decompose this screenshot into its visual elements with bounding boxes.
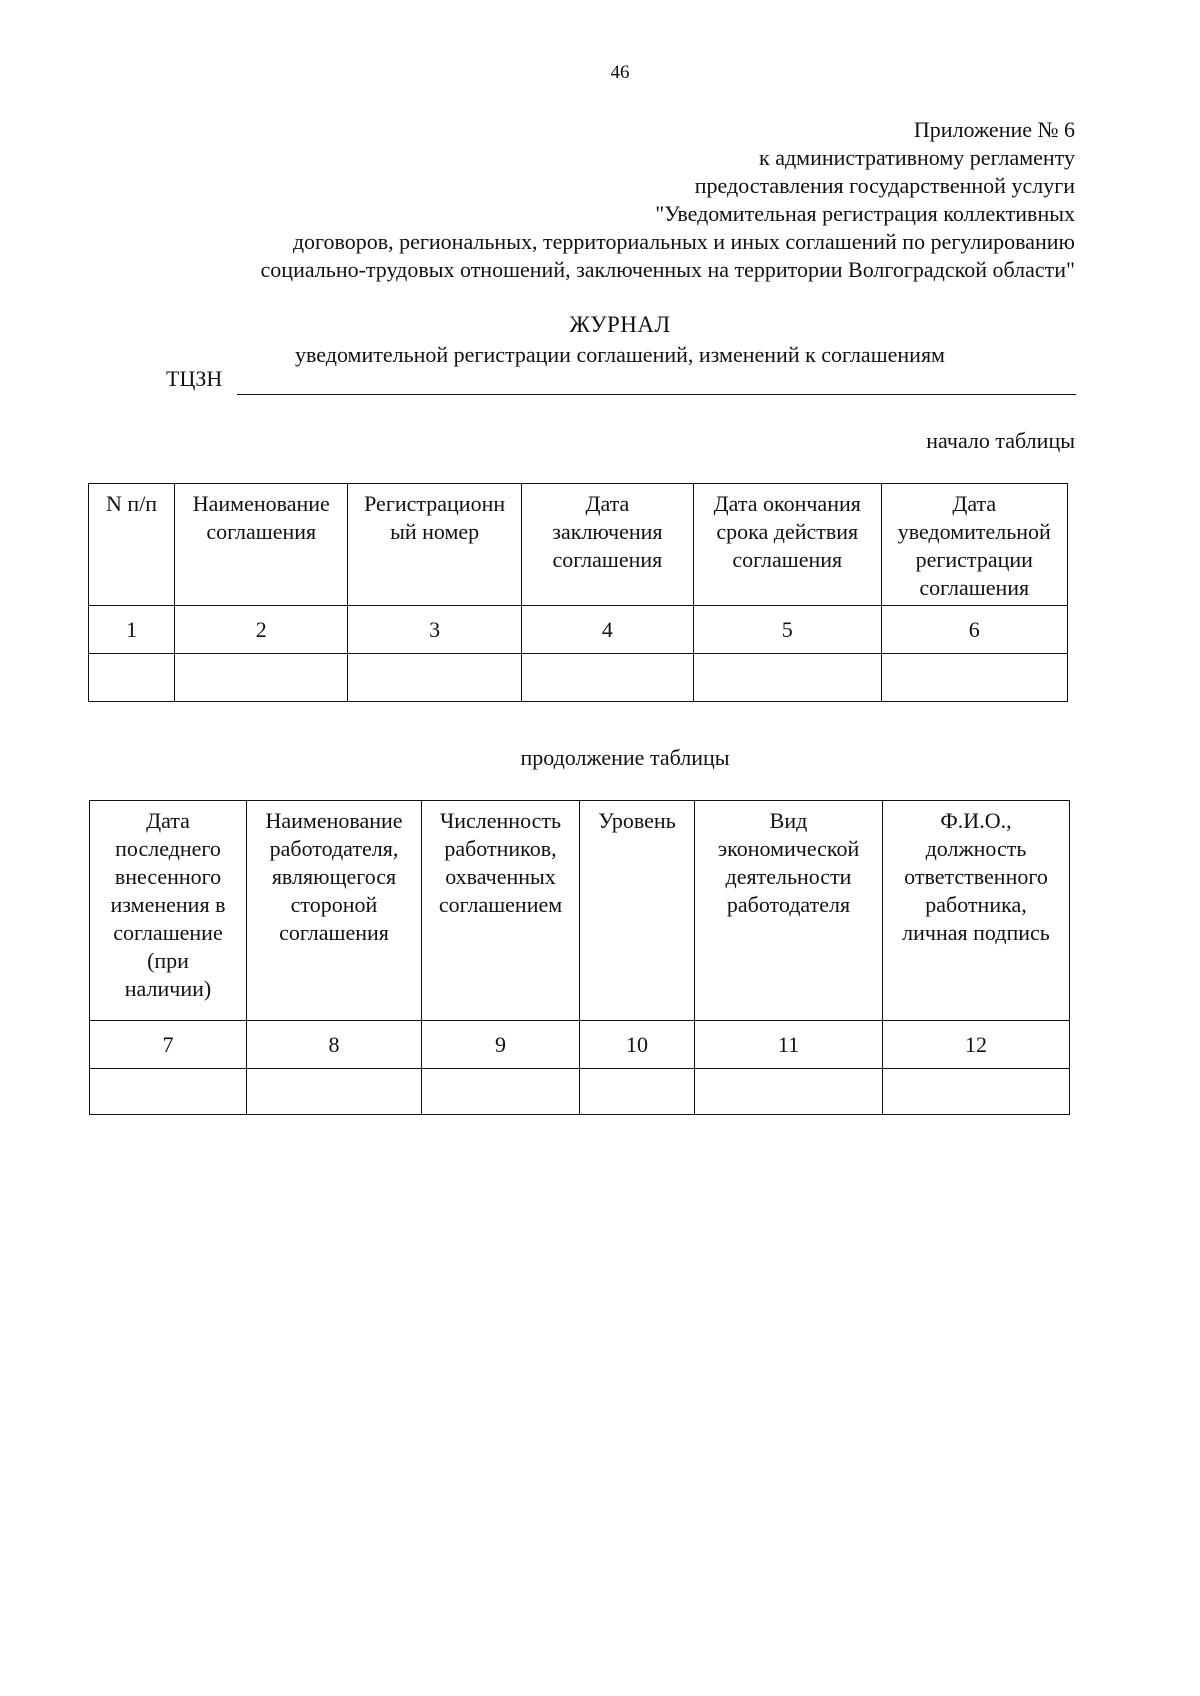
table1-caption: начало таблицы <box>926 428 1075 453</box>
table-header-row <box>89 484 1068 606</box>
tczn-label: ТЦЗН <box>166 366 223 391</box>
empty-cell <box>348 654 521 702</box>
header-cell <box>694 484 882 606</box>
column-number: 12 <box>883 1021 1070 1069</box>
empty-cell <box>90 1069 247 1115</box>
header-cell <box>580 801 695 1021</box>
column-number: 5 <box>694 606 882 654</box>
empty-cell <box>695 1069 883 1115</box>
table-header-row <box>90 801 1070 1021</box>
empty-entry-row <box>90 1069 1070 1115</box>
column-number: 10 <box>580 1021 695 1069</box>
column-number: 6 <box>881 606 1067 654</box>
header-cell <box>521 484 693 606</box>
appendix-header <box>75 116 1075 284</box>
empty-entry-row <box>89 654 1068 702</box>
appendix-line: Приложение № 6 <box>913 117 1075 142</box>
appendix-line: социально-трудовых отношений, заключенных на территории Волгоградской области" <box>260 257 1075 282</box>
header-cell <box>881 484 1067 606</box>
appendix-line: договоров, региональных, территориальных и иных соглашений по регулированию <box>292 229 1075 254</box>
header-text: Дата окончания срока действия соглашения <box>713 491 861 572</box>
empty-cell <box>521 654 693 702</box>
page-number: 46 <box>610 62 630 83</box>
appendix-line: к административному регламенту <box>759 145 1075 170</box>
header-cell <box>89 484 175 606</box>
header-cell <box>175 484 348 606</box>
empty-cell <box>422 1069 580 1115</box>
column-number: 2 <box>175 606 348 654</box>
empty-cell <box>175 654 348 702</box>
tczn-fill-line <box>237 394 1076 395</box>
empty-cell <box>881 654 1067 702</box>
empty-cell <box>694 654 882 702</box>
journal-table-start <box>88 483 1068 702</box>
journal-table-continuation <box>89 800 1070 1115</box>
appendix-line: предоставления государственной услуги <box>694 173 1075 198</box>
column-number: 1 <box>89 606 175 654</box>
header-text: Дата заключения соглашения <box>552 491 663 572</box>
column-number: 7 <box>90 1021 247 1069</box>
header-text: Дата уведомительной регистрации соглашения <box>897 491 1051 600</box>
header-cell <box>247 801 422 1021</box>
empty-cell <box>883 1069 1070 1115</box>
header-text: N п/п <box>106 491 158 516</box>
header-cell <box>883 801 1070 1021</box>
header-text: Вид экономической деятельности работодателя <box>717 808 860 917</box>
header-text: Наименование работодателя, являющегося стороной соглашения <box>265 808 403 945</box>
header-text: Уровень <box>598 808 676 833</box>
header-text: Ф.И.О., должность ответственного работника, личная подпись <box>902 808 1050 945</box>
header-text: Численность работников, охваченных соглашением <box>438 808 563 917</box>
header-text: Регистрационн ый номер <box>364 491 506 544</box>
journal-subtitle: уведомительной регистрации соглашений, изменений к соглашениям <box>295 342 945 367</box>
column-number-row <box>90 1021 1070 1069</box>
column-number-row <box>89 606 1068 654</box>
header-cell <box>348 484 521 606</box>
column-number: 3 <box>348 606 521 654</box>
header-text: Наименование соглашения <box>192 491 330 544</box>
table2-caption: продолжение таблицы <box>520 745 730 770</box>
appendix-line: "Уведомительная регистрация коллективных <box>655 201 1075 226</box>
journal-title: ЖУРНАЛ <box>569 312 671 337</box>
header-cell <box>90 801 247 1021</box>
header-cell <box>422 801 580 1021</box>
column-number: 4 <box>521 606 693 654</box>
header-cell <box>695 801 883 1021</box>
column-number: 9 <box>422 1021 580 1069</box>
empty-cell <box>247 1069 422 1115</box>
column-number: 8 <box>247 1021 422 1069</box>
header-text: Дата последнего внесенного изменения в соглашение (при наличии) <box>110 808 226 1001</box>
empty-cell <box>580 1069 695 1115</box>
column-number: 11 <box>695 1021 883 1069</box>
tczn-field <box>166 366 1076 396</box>
empty-cell <box>89 654 175 702</box>
